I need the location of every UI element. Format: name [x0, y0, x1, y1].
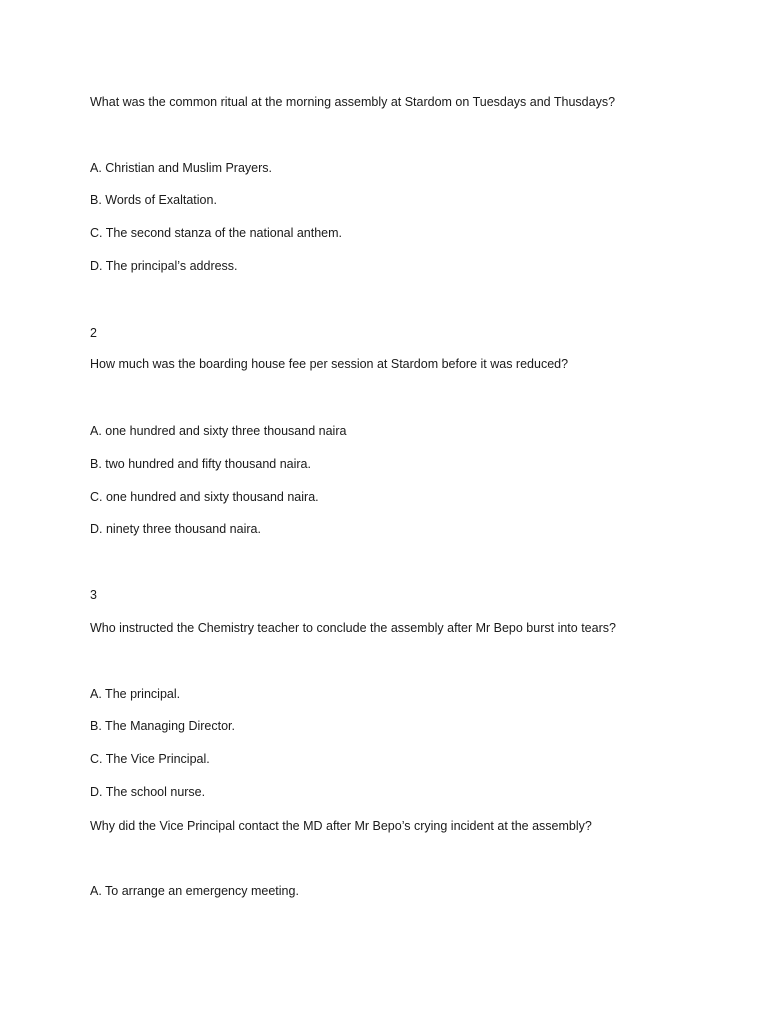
- question-1-option-a: A. Christian and Muslim Prayers.: [90, 161, 273, 175]
- question-2-number: 2: [90, 326, 97, 340]
- question-1-option-c: C. The second stanza of the national anthem.: [90, 226, 343, 240]
- question-2-option-a: A. one hundred and sixty three thousand naira: [90, 424, 347, 438]
- question-2-option-d: D. ninety three thousand naira.: [90, 522, 261, 536]
- question-3-option-d: D. The school nurse.: [90, 785, 206, 799]
- question-3-option-b: B. The Managing Director.: [90, 719, 235, 733]
- question-2-option-c: C. one hundred and sixty thousand naira.: [90, 490, 319, 504]
- question-3-option-c: C. The Vice Principal.: [90, 752, 210, 766]
- question-1-text: What was the common ritual at the morning assembly at Stardom on Tuesdays and Thusdays?: [90, 95, 616, 109]
- question-3-number: 3: [90, 588, 97, 602]
- question-2-text: How much was the boarding house fee per session at Stardom before it was reduced?: [90, 357, 569, 371]
- question-4-text: Why did the Vice Principal contact the MD after Mr Bepo’s crying incident at the assembly?: [90, 819, 592, 833]
- question-1-option-b: B. Words of Exaltation.: [90, 193, 217, 207]
- question-3-option-a: A. The principal.: [90, 687, 181, 701]
- question-1-option-d: D. The principal’s address.: [90, 259, 238, 273]
- question-3-text: Who instructed the Chemistry teacher to conclude the assembly after Mr Bepo burst into tears?: [90, 621, 616, 635]
- question-2-option-b: B. two hundred and fifty thousand naira.: [90, 457, 311, 471]
- question-4-option-a: A. To arrange an emergency meeting.: [90, 884, 299, 898]
